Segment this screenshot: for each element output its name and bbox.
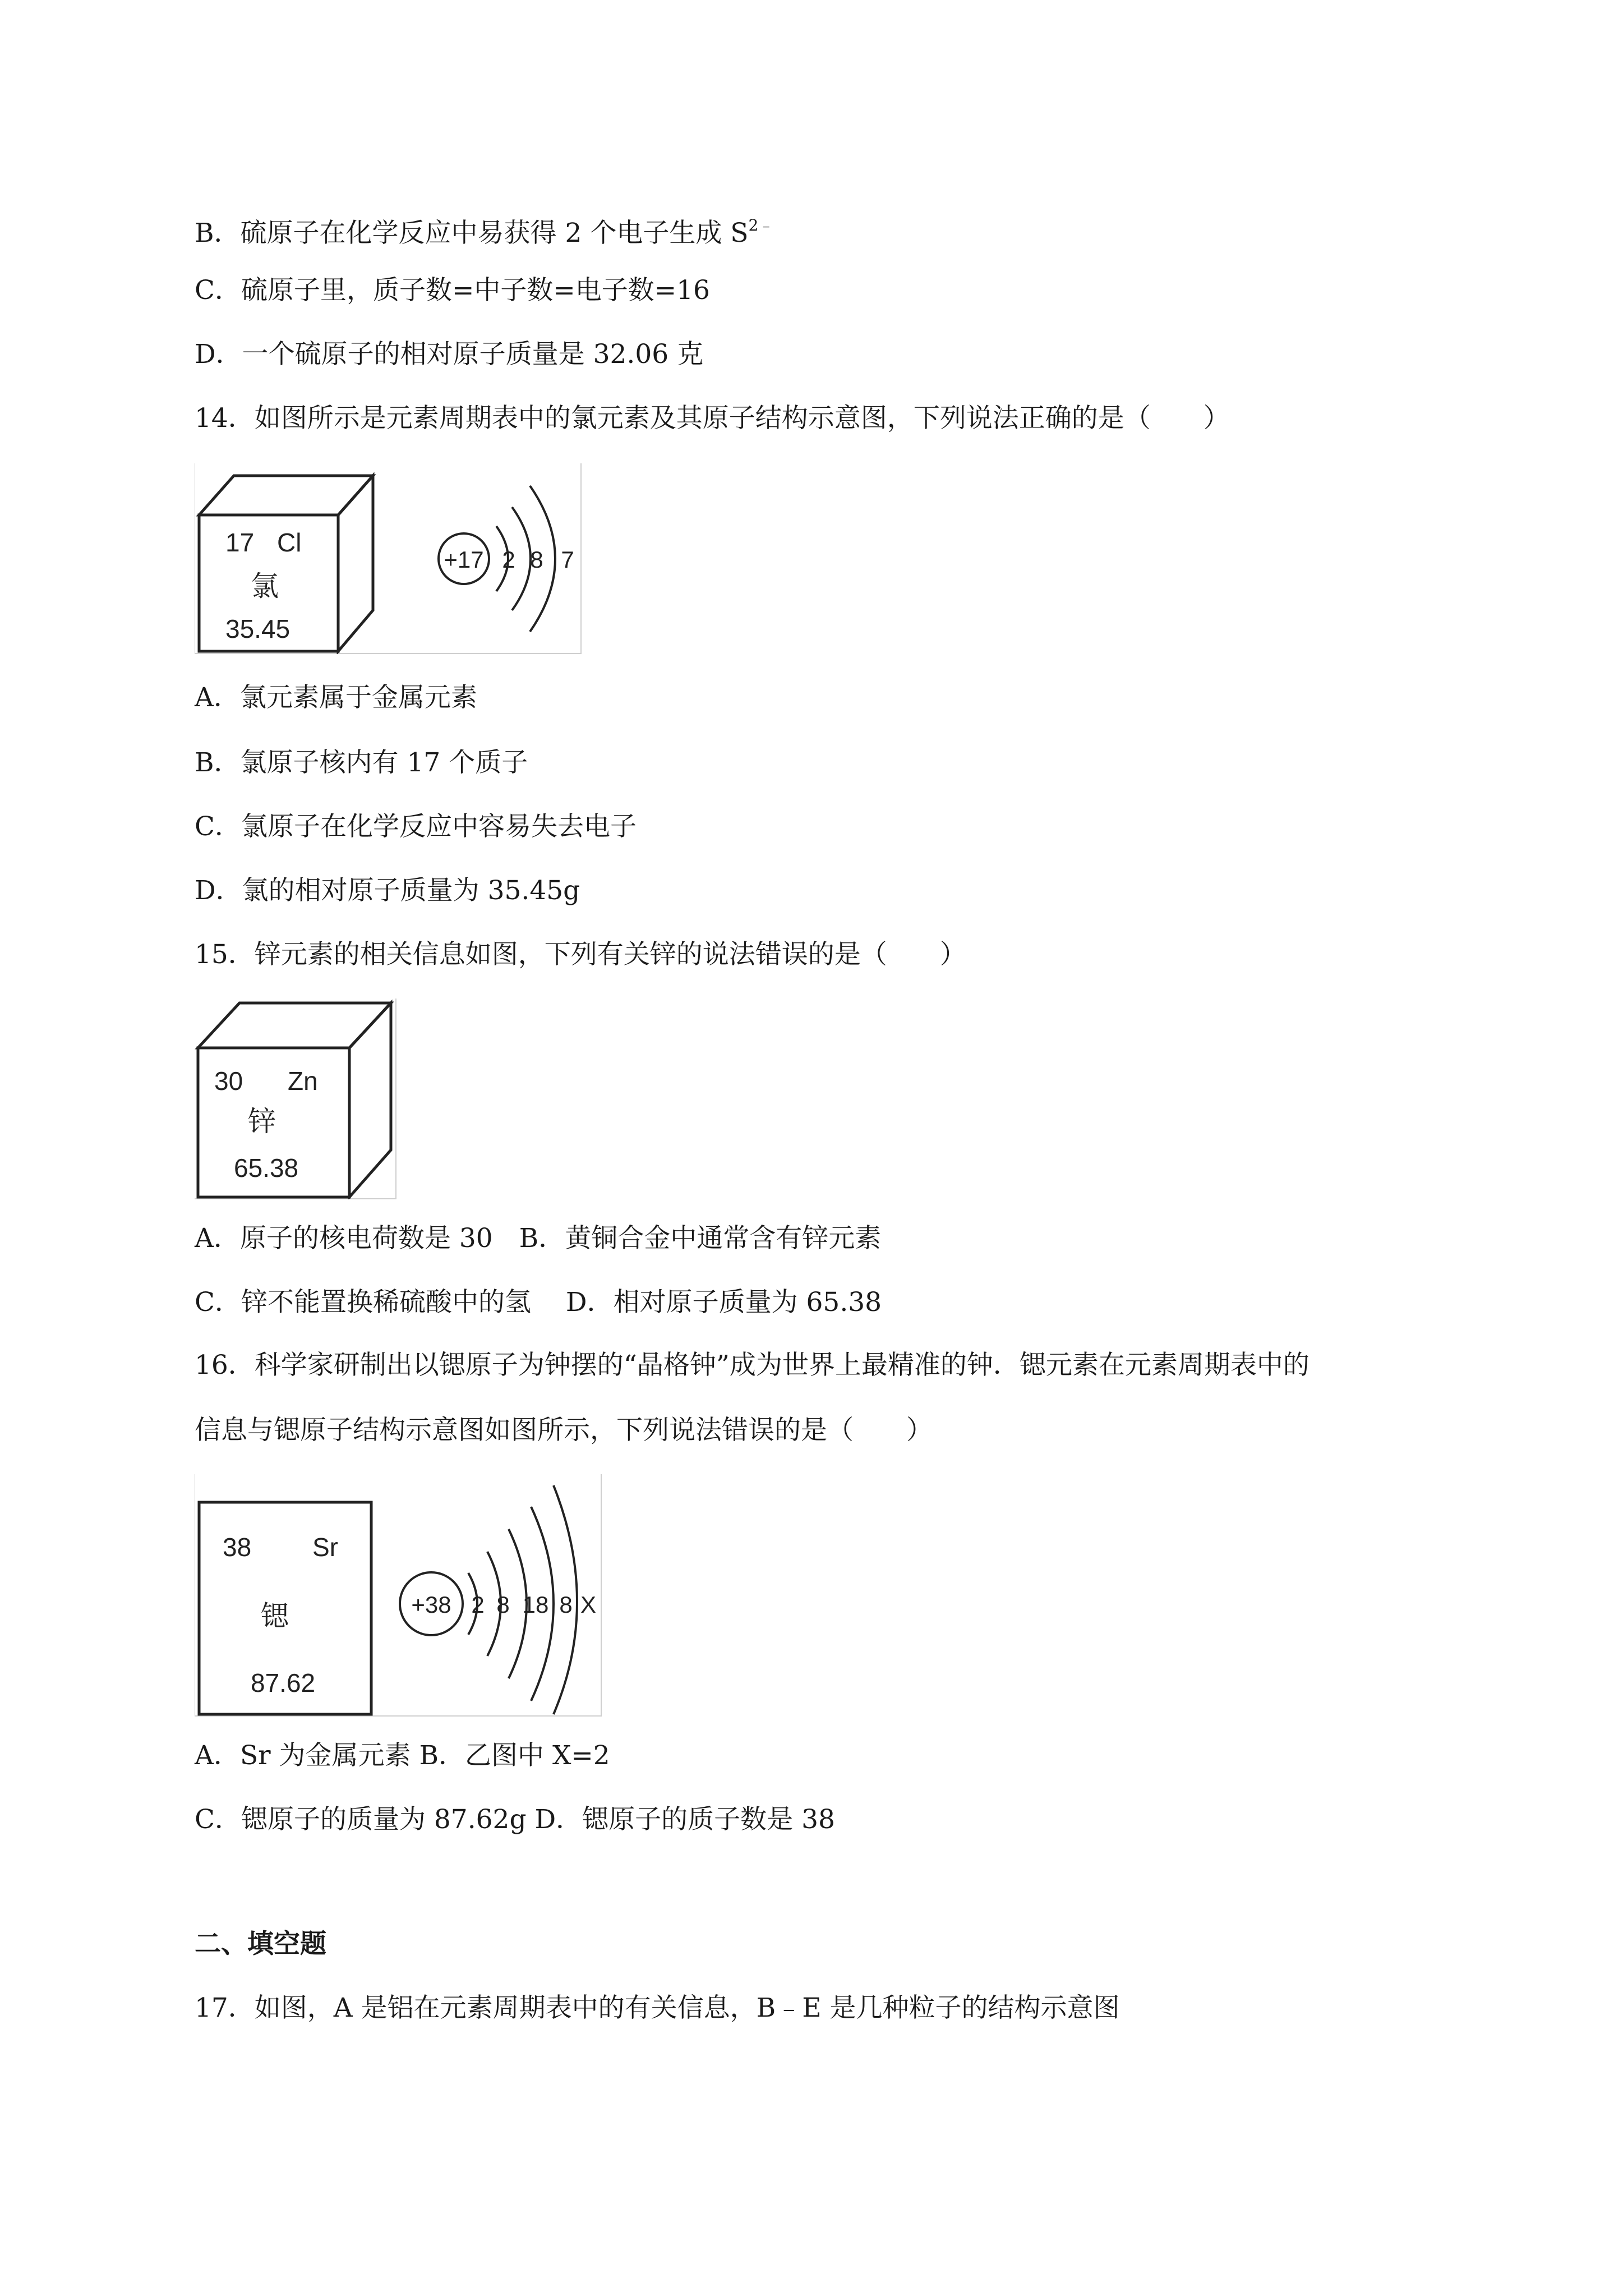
q16-options-ab: A．Sr 为金属元素 B．乙图中 X=2 (195, 1740, 610, 1771)
zinc-symbol: Zn (288, 1066, 318, 1096)
strontium-nucleus-charge: +38 (411, 1591, 451, 1618)
q15-stem: 15．锌元素的相关信息如图，下列有关锌的说法错误的是（ ） (195, 939, 966, 970)
q16-options-cd: C．锶原子的质量为 87.62g D．锶原子的质子数是 38 (195, 1804, 835, 1835)
strontium-atom-diagram (400, 1485, 596, 1714)
zinc-name: 锌 (248, 1105, 276, 1138)
q14-option-a: A．氯元素属于金属元素 (195, 682, 477, 713)
q13-option-d: D．一个硫原子的相对原子质量是 32.06 克 (195, 339, 704, 370)
strontium-atomic-number: 38 (223, 1533, 252, 1562)
strontium-element-card (199, 1502, 371, 1714)
q13-option-c: C．硫原子里，质子数=中子数=电子数=16 (195, 275, 710, 306)
strontium-name: 锶 (261, 1600, 289, 1632)
chlorine-element-card (199, 476, 373, 651)
strontium-shell-count: 8 (496, 1591, 510, 1618)
chlorine-symbol: Cl (277, 528, 302, 557)
chlorine-name: 氯 (251, 570, 279, 602)
q17-stem: 17．如图，A 是铝在元素周期表中的有关信息，B﹣E 是几种粒子的结构示意图 (195, 1993, 1120, 2023)
chlorine-atomic-number: 17 (225, 528, 255, 557)
strontium-shell-count: 8 (559, 1591, 573, 1618)
q13-option-b (195, 209, 774, 250)
strontium-atomic-mass: 87.62 (251, 1668, 316, 1697)
strontium-shell-count: 2 (471, 1591, 485, 1618)
q15-options-cd: C．锌不能置换稀硫酸中的氢 D．相对原子质量为 65.38 (195, 1287, 882, 1318)
chlorine-figure (195, 463, 582, 654)
chlorine-shell-count: 8 (530, 546, 543, 573)
chlorine-atom-diagram (439, 486, 574, 632)
zinc-figure (195, 999, 396, 1199)
q14-stem: 14．如图所示是元素周期表中的氯元素及其原子结构示意图，下列说法正确的是（ ） (195, 403, 1230, 434)
q16-stem-line1: 16．科学家研制出以锶原子为钟摆的“晶格钟”成为世界上最精准的钟．锶元素在元素周期表中的 (195, 1350, 1310, 1381)
q13-option-b-superscript: 2﹣ (748, 216, 774, 234)
zinc-atomic-mass: 65.38 (234, 1153, 299, 1182)
q16-stem-line2: 信息与锶原子结构示意图如图所示，下列说法错误的是（ ） (195, 1415, 933, 1446)
zinc-atomic-number: 30 (214, 1066, 243, 1096)
chlorine-atomic-mass: 35.45 (225, 614, 291, 643)
chlorine-shell-count: 2 (502, 546, 515, 573)
strontium-figure (195, 1474, 602, 1717)
chlorine-nucleus-charge: +17 (444, 546, 484, 573)
zinc-element-card (198, 1003, 391, 1197)
q14-option-c: C．氯原子在化学反应中容易失去电子 (195, 811, 637, 842)
q15-options-ab: A．原子的核电荷数是 30 B．黄铜合金中通常含有锌元素 (195, 1223, 882, 1254)
strontium-symbol: Sr (312, 1533, 338, 1562)
section-heading: 二、填空题 (195, 1929, 326, 1959)
strontium-shell-count: X (580, 1591, 597, 1618)
q13-option-b-text: B．硫原子在化学反应中易获得 2 个电子生成 S (195, 218, 749, 249)
strontium-shell-count: 18 (522, 1591, 549, 1618)
q14-option-d: D．氯的相对原子质量为 35.45g (195, 875, 580, 906)
q14-option-b: B．氯原子核内有 17 个质子 (195, 747, 528, 778)
chlorine-shell-count: 7 (561, 546, 574, 573)
